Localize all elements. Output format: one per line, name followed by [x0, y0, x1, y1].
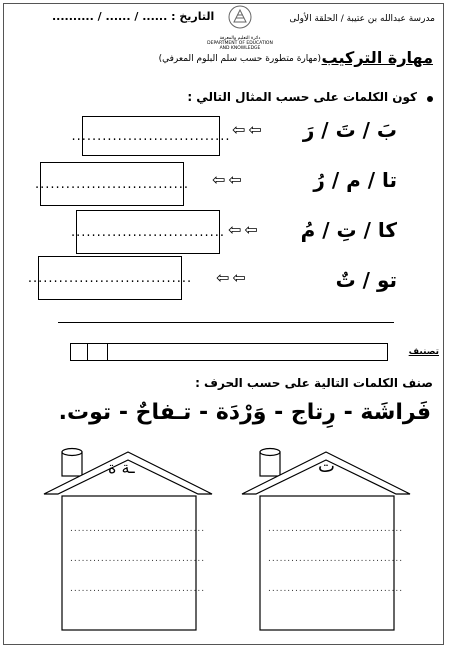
chimney-top-icon: [62, 449, 82, 456]
ministry-logo: [205, 4, 275, 51]
bullet-icon: [427, 96, 433, 102]
answer-box[interactable]: ................................: [38, 256, 182, 300]
section-label-bar: [70, 343, 388, 361]
syllable-word: تو / تٌ: [335, 268, 397, 292]
arrow-left-icon: ⇦: [216, 268, 233, 287]
school-name: مدرسة عبدالله بن عتيبة / الحلقة الأولى: [289, 14, 435, 24]
section-divider: [58, 322, 394, 323]
arrows-icon: [228, 220, 261, 239]
arrow-left-icon: ⇦: [228, 220, 245, 239]
arrow-left-icon: ⇦: [232, 268, 249, 287]
arrows-icon: [212, 170, 245, 189]
arrow-left-icon: ⇦: [232, 120, 249, 139]
syllable-word: كا / تِ / مُ: [300, 218, 397, 242]
page-title: مهارة التركيب: [321, 48, 433, 67]
syllable-word: بَ / تَ / رَ: [302, 118, 397, 142]
instruction-compose: كون الكلمات على حسب المثال التالي :: [187, 90, 417, 104]
instruction-sort: صنف الكلمات التالية على حسب الحرف :: [195, 376, 433, 390]
label-bar-cell: [107, 344, 108, 360]
arrow-left-icon: ⇦: [248, 120, 265, 139]
answer-box[interactable]: ..............................: [76, 210, 220, 254]
house-right-line[interactable]: ...................................: [268, 554, 404, 564]
chimney-top-icon: [260, 449, 280, 456]
logo-line-arabic: دائرة التعليم والمعرفة: [219, 36, 261, 41]
syllable-word: تا / م / رُ: [313, 168, 397, 192]
words-to-sort: فَراشَة - رِتاج - وَرْدَة - تـفاحٌ - توت.: [58, 400, 431, 425]
answer-box[interactable]: ...............................: [82, 116, 220, 156]
house-left-line[interactable]: ...................................: [70, 524, 206, 534]
arrow-left-icon: ⇦: [212, 170, 229, 189]
arrow-left-icon: ⇦: [244, 220, 261, 239]
house-right-letter: ت: [318, 456, 335, 477]
logo-line-english-2: AND KNOWLEDGE: [219, 46, 261, 51]
answer-box[interactable]: ..............................: [40, 162, 184, 206]
emblem-icon: [205, 4, 275, 32]
house-right-line[interactable]: ...................................: [268, 524, 404, 534]
house-right-line[interactable]: ...................................: [268, 584, 404, 594]
house-left-line[interactable]: ...................................: [70, 584, 206, 594]
label-bar-cell: [87, 344, 88, 360]
arrows-icon: [232, 120, 265, 139]
section-label: تصنيف: [408, 347, 439, 357]
house-left-line[interactable]: ...................................: [70, 554, 206, 564]
arrow-left-icon: ⇦: [228, 170, 245, 189]
arrows-icon: [216, 268, 249, 287]
logo-line-english-1: DEPARTMENT OF EDUCATION: [207, 41, 273, 46]
date-field: التاريخ : ...... / ...... / ..........: [52, 10, 215, 23]
page-subtitle: (مهارة متطورة حسب سلم البلوم المعرفي): [158, 54, 321, 64]
house-left-letter: ـة ة: [108, 458, 135, 477]
